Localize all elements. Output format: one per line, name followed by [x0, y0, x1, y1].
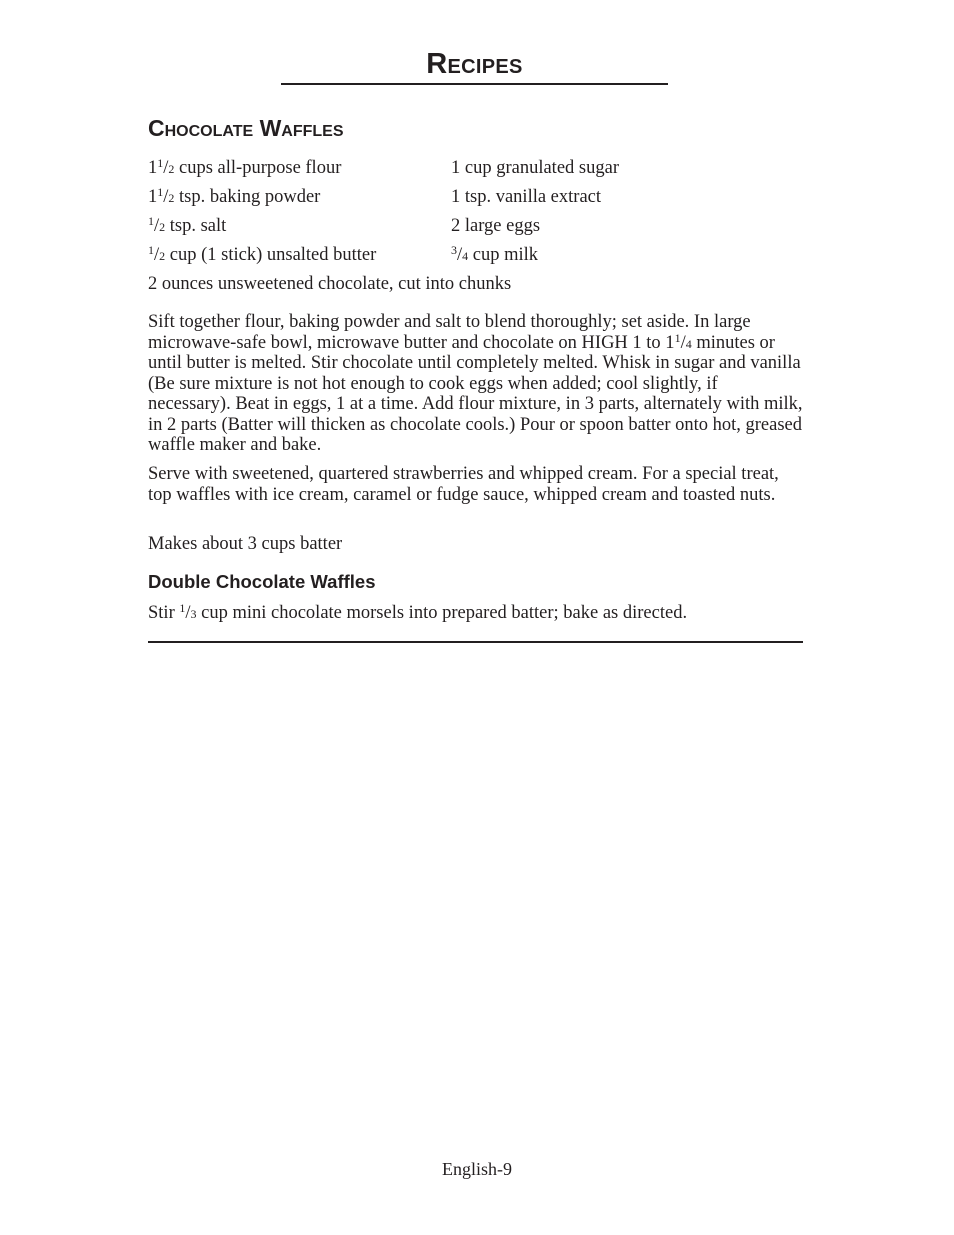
variation-instructions: Stir $^1$/3 cup mini chocolate morsels into prepared batter; bake as directed. — [148, 601, 688, 623]
serving-suggestion: Serve with sweetened, quartered strawberries and whipped cream. For a special treat, top waffles with ice cream, caramel or fudge sauce, whipped cream and toasted nuts. — [148, 464, 779, 505]
ingredient-milk: $^3$/4 cup milk — [451, 243, 539, 265]
recipe-directions: Sift together flour, baking powder and salt to blend thoroughly; set aside. In large microwave-safe bowl, microwave butter and chocolate on HIGH 1 to $1^1/4$ minutes or until butter is melted. Stir chocolate until completely melted. Whisk in sugar and vanilla (Be sure mixture is not hot enough to cook eggs when added; cool slightly, if necessary). Beat in eggs, 1 at a time. Add flour mixture, in 3 parts, alternately with milk, in 2 parts (Batter will thicken as chocolate cools.) Pour or spoon batter onto hot, greased waffle maker and bake. — [148, 312, 803, 455]
ingredient-flour: $1^1/2$ cups all-purpose flour — [148, 156, 342, 178]
ingredient-vanilla: 1 tsp. vanilla extract — [451, 187, 602, 207]
ingredient-salt: $^1$/2 tsp. salt — [148, 214, 227, 236]
recipe-title: Chocolate Waffles — [148, 115, 344, 141]
ingredient-sugar: 1 cup granulated sugar — [451, 158, 619, 178]
variation-title: Double Chocolate Waffles — [148, 571, 376, 592]
ingredient-butter: $^1$/2 cup (1 stick) unsalted butter — [148, 243, 377, 265]
ingredient-eggs: 2 large eggs — [451, 216, 541, 236]
section-divider — [148, 641, 803, 643]
ingredient-baking-powder: $1^1/2$ tsp. baking powder — [148, 185, 321, 207]
page-title: Recipes — [281, 46, 668, 85]
ingredient-chocolate: 2 ounces unsweetened chocolate, cut into chunks — [148, 274, 512, 294]
recipe-yield: Makes about 3 cups batter — [148, 534, 343, 554]
page-number: English-9 — [442, 1159, 512, 1179]
